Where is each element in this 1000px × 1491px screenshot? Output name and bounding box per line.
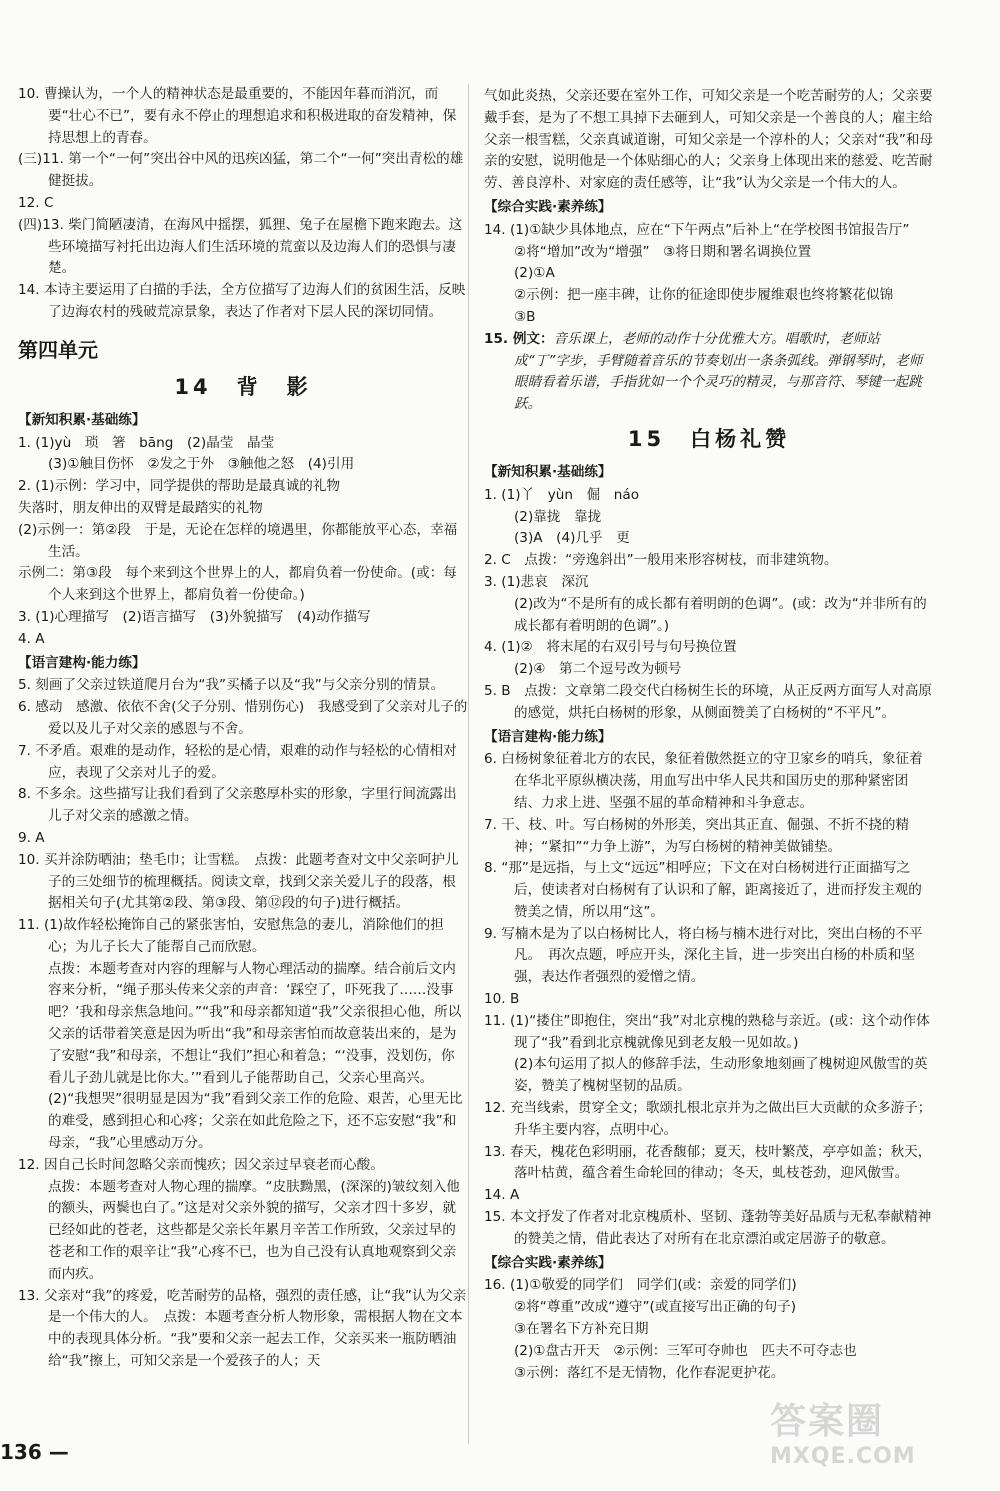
- example-text: 音乐课上，老师的动作十分优雅大方。唱歌时，老师站成“丁”字步，手臂随着音乐的节奏划出一条条弧线。弹钢琴时，老师眼睛看着乐谱，手指犹如一个个灵巧的精灵，与那音符、琴键一起跳跃。: [514, 330, 923, 413]
- answer-item: (三)11. 第一个“一何”突出谷中风的迅疾凶猛，第二个“一何”突出青松的雄健挺拔。: [18, 151, 464, 190]
- answer-item: 3. (1)心理描写 (2)语言描写 (3)外貌描写 (4)动作描写: [18, 608, 371, 625]
- answer-item: 8. 不多余。这些描写让我们看到了父亲憨厚朴实的形象，字里行间流露出儿子对父亲的感激之情。: [18, 786, 457, 825]
- answer-item: (2)靠拢 靠拢: [514, 508, 602, 525]
- answer-item: (四)13. 柴门简陋凄清，在海风中摇摆，狐狸、兔子在屋檐下跑来跑去。这些环境描写衬托出边海人们生活环境的荒蛮以及边海人们的恐惧与凄楚。: [18, 216, 463, 277]
- answer-item: 11. (1)“搂住”即抱住，突出“我”对北京槐的熟稔与亲近。(或：这个动作体现了“我”看到北京槐就像见到老友般一见如故。): [484, 1012, 930, 1051]
- answer-item: 5. B 点拨：文章第二段交代白杨树生长的环境，从正反两方面写人对高原的感觉，烘托白杨树的形象，从侧面赞美了白杨树的“不平凡”。: [484, 682, 933, 721]
- answer-item: (3)①触目伤怀 ②发之于外 ③触他之怒 (4)引用: [48, 456, 355, 473]
- answer-item: 示例二：第③段 每个来到这个世界上的人，都肩负着一份使命。(或：每个人来到这个世界上，都肩负着一份使命。): [18, 565, 457, 604]
- answer-item: (3)A (4)几乎 更: [514, 530, 630, 547]
- watermark-url: MXQE.COM: [770, 1444, 916, 1469]
- answer-item: 6. 白杨树象征着北方的农民，象征着傲然挺立的守卫家乡的哨兵，象征着在华北平原纵横决荡，用血写出中华人民共和国历史的那种紧密团结、力求上进、坚强不屈的革命精神和斗争意志。: [484, 751, 923, 811]
- answer-item: 8. “那”是远指，与上文“远远”相呼应；下文在对白杨树进行正面描写之后，使读者对白杨树有了认识和了解，距离接近了，进而抒发主观的赞美之情，所以用“这”。: [484, 860, 922, 920]
- right-column: [484, 86, 934, 1384]
- answer-item: [484, 329, 934, 416]
- answer-item: 失落时，朋友伸出的双臂是最踏实的礼物: [18, 499, 263, 516]
- answer-item: 点拨：本题考查对人物心理的揣摩。“皮肤黝黑，(深深的)皱纹刻入他的额头，两鬓也白了。”这是对父亲外貌的描写，父亲才四十多岁，就已经如此的苍老，这些都是父亲长年累月辛苦工作所致，父亲过早的苍老和工作的艰辛让“我”心疼不已，也为自己没有认真地观察到父亲而内疚。: [48, 1178, 460, 1282]
- answer-item: 10. 曹操认为，一个人的精神状态是最重要的，不能因年暮而消沉，而要“壮心不已”，要有永不停止的理想追求和积极进取的奋发精神，保持思想上的青春。: [18, 86, 457, 146]
- left-column: [18, 84, 468, 1373]
- section-heading: 【语言建构·能力练】: [18, 654, 146, 671]
- answer-item: (2)①A: [514, 265, 555, 282]
- lesson-title: 15 白杨礼赞: [627, 426, 791, 451]
- section-heading: 【新知积累·基础练】: [484, 463, 612, 480]
- example-label: 15. 例文：: [484, 330, 554, 347]
- answer-item: (2)④ 第二个逗号改为顿号: [514, 661, 682, 678]
- answer-item: 14. 本诗主要运用了白描的手法，全方位描写了边海人们的贫困生活，反映了边海农村的残破荒凉景象，表达了作者对下层人民的深切同情。: [18, 282, 466, 320]
- lesson-title: 14 背 影: [174, 374, 312, 399]
- unit-title: 第四单元: [18, 337, 98, 362]
- answer-item: 5. 刻画了父亲过铁道爬月台为“我”买橘子以及“我”与父亲分别的情景。: [18, 677, 445, 694]
- answer-item: 7. 不矛盾。艰难的是动作，轻松的是心情，艰难的动作与轻松的心情相对应，表现了父亲对儿子的爱。: [18, 742, 457, 781]
- answer-continuation: 气如此炎热，父亲还要在室外工作，可知父亲是一个吃苦耐劳的人；父亲要戴手套，是为了不想工具掉下去砸到人，可知父亲是一个善良的人；雇主给父亲一根雪糕，父亲真诚道谢，可知父亲是一个淳朴的人；父亲对“我”和母亲的安慰，说明他是一个体贴细心的人；父亲身上体现出来的慈爱、吃苦耐劳、善良淳朴、对家庭的责任感等，让“我”认为父亲是一个伟大的人。: [484, 88, 934, 192]
- answer-item: 4. A: [18, 630, 45, 647]
- answer-item: 16. (1)①敬爱的同学们 同学们(或：亲爱的同学们): [484, 1277, 797, 1294]
- answer-item: 12. 充当线索，贯穿全文；歌颂扎根北京并为之做出巨大贡献的众多游子；升华主要内容，点明中心。: [484, 1100, 932, 1138]
- answer-item: (2)①盘古开天 ②示例：三军可夺帅也 匹夫不可夺志也: [514, 1342, 857, 1359]
- section-heading: 【语言建构·能力练】: [484, 728, 612, 745]
- watermark-text: 答案圈: [770, 1401, 885, 1442]
- watermark-logo: [770, 1400, 985, 1480]
- section-heading: 【综合实践·素养练】: [484, 198, 612, 215]
- answer-item: 1. (1)yù 琐 箸 bāng (2)晶莹 晶莹: [18, 434, 275, 451]
- answer-item: 1. (1)丫 yùn 倔 náo: [484, 486, 640, 503]
- answer-item: 点拨：本题考查对内容的理解与人物心理活动的揣摩。结合前后文内容来分析，“绳子那头传来父亲的声音：‘踩空了，吓死我了……没事吧？’我和母亲焦急地问。”“我”和母亲都知道“我”父亲很担心他，所以父亲的话带着笑意是因为听出“我”和母亲害怕而故意装出来的，是为了安慰“我”和母亲，不想让“我们”担心和着急；“‘没事，没划伤，你看儿子劲儿就是比你大。’”看到儿子能帮助自己，父亲心里高兴。: [48, 960, 462, 1086]
- answer-item: ②将“尊重”改成“遵守”(或直接写出正确的句子): [514, 1299, 797, 1316]
- answer-item: ②示例：把一座丰碑，让你的征途即使步履维艰也终将繁花似锦: [514, 287, 894, 304]
- answer-item: 9. A: [18, 829, 45, 846]
- answer-item: 4. (1)② 将末尾的右双引号与句号换位置: [484, 639, 737, 656]
- answer-item: (2)改为“不是所有的成长都有着明朗的色调”。(或：改为“并非所有的成长都有着明朗的色调”。): [514, 595, 927, 634]
- answer-item: 10. B: [484, 991, 520, 1008]
- answer-item: (2)示例一：第②段 于是，无论在怎样的境遇里，你都能放平心态，幸福生活。: [18, 521, 458, 560]
- answer-item: 12. C: [18, 194, 54, 211]
- answer-item: 15. 本文抒发了作者对北京槐质朴、坚韧、蓬勃等美好品质与无私奉献精神的赞美之情，借此表达了对所有在北京漂泊或定居游子的敬意。: [484, 1209, 932, 1247]
- answer-item: ②将“增加”改为“增强” ③将日期和署名调换位置: [514, 243, 812, 260]
- answer-item: 7. 干、枝、叶。写白杨树的外形美，突出其正直、倔强、不折不挠的精神；“紧扣”“力争上游”，为写白杨树的精神美做铺垫。: [484, 816, 910, 855]
- page-number: 136 —: [0, 1440, 69, 1464]
- answer-item: (2)“我想哭”很明显是因为“我”看到父亲工作的危险、艰苦，心里无比的难受，感到担心和心疼；父亲在如此危险之下，还不忘安慰“我”和母亲，“我”心里感动万分。: [48, 1091, 463, 1152]
- answer-item: (2)本句运用了拟人的修辞手法，生动形象地刻画了槐树迎风傲雪的英姿，赞美了槐树坚韧的品质。: [514, 1056, 928, 1095]
- answer-item: ③B: [514, 308, 536, 325]
- section-heading: 【综合实践·素养练】: [484, 1254, 612, 1271]
- column-divider: [468, 84, 469, 1444]
- answer-item: 6. 感动 感激、依依不舍(父子分别、惜别伤心) 我感受到了父亲对儿子的爱以及儿子对父亲的感恩与不舍。: [18, 699, 468, 737]
- answer-item: 2. C 点拨：“旁逸斜出”一般用来形容树枝，而非建筑物。: [484, 552, 838, 569]
- answer-item: 14. A: [484, 1187, 520, 1204]
- answer-item: 9. 写楠木是为了以白杨树比人，将白杨与楠木进行对比，突出白杨的不平凡。 再次点题，呼应开头，深化主旨，进一步突出白杨的朴质和坚强，表达作者强烈的爱憎之情。: [484, 925, 923, 986]
- answer-item: 13. 父亲对“我”的疼爱，吃苦耐劳的品格，强烈的责任感，让“我”认为父亲是一个伟大的人。 点拨：本题考查分析人物形象，需根据人物在文本中的表现具体分析。“我”要和父亲一起去工作，父亲买来一瓶防晒油给“我”擦上，可知父亲是一个爱孩子的人；天: [18, 1287, 467, 1370]
- answer-item: 3. (1)悲哀 深沉: [484, 573, 589, 590]
- answer-item: 10. 买并涂防晒油；垫毛巾；让雪糕。 点拨：此题考查对文中父亲呵护儿子的三处细节的梳理概括。阅读文章，找到父亲关爱儿子的段落，根据相关句子(尤其第②段、第③段、第⑫段的句子)进行概括。: [18, 851, 459, 912]
- answer-item: 11. (1)故作轻松掩饰自己的紧张害怕，安慰焦急的妻儿，消除他们的担心；为儿子长大了能帮自己而欣慰。: [18, 917, 444, 955]
- answer-item: 12. 因自己长时间忽略父亲而愧疚；因父亲过早衰老而心酸。: [18, 1156, 384, 1173]
- answer-item: ③在署名下方补充日期: [514, 1321, 649, 1338]
- answer-item: ③示例：落红不是无情物，化作春泥更护花。: [514, 1364, 785, 1381]
- section-heading: 【新知积累·基础练】: [18, 411, 146, 428]
- answer-item: 13. 春天，槐花色彩明丽，花香馥郁；夏天，枝叶繁茂，亭亭如盖；秋天，落叶枯黄，蕴含着生命轮回的律动；冬天，虬枝苍劲，迎风傲雪。: [484, 1143, 932, 1182]
- answer-item: 14. (1)①缺少具体地点，应在“下午两点”后补上“在学校图书馆报告厅”: [484, 221, 910, 238]
- answer-item: 2. (1)示例：学习中，同学提供的帮助是最真诚的礼物: [18, 478, 341, 495]
